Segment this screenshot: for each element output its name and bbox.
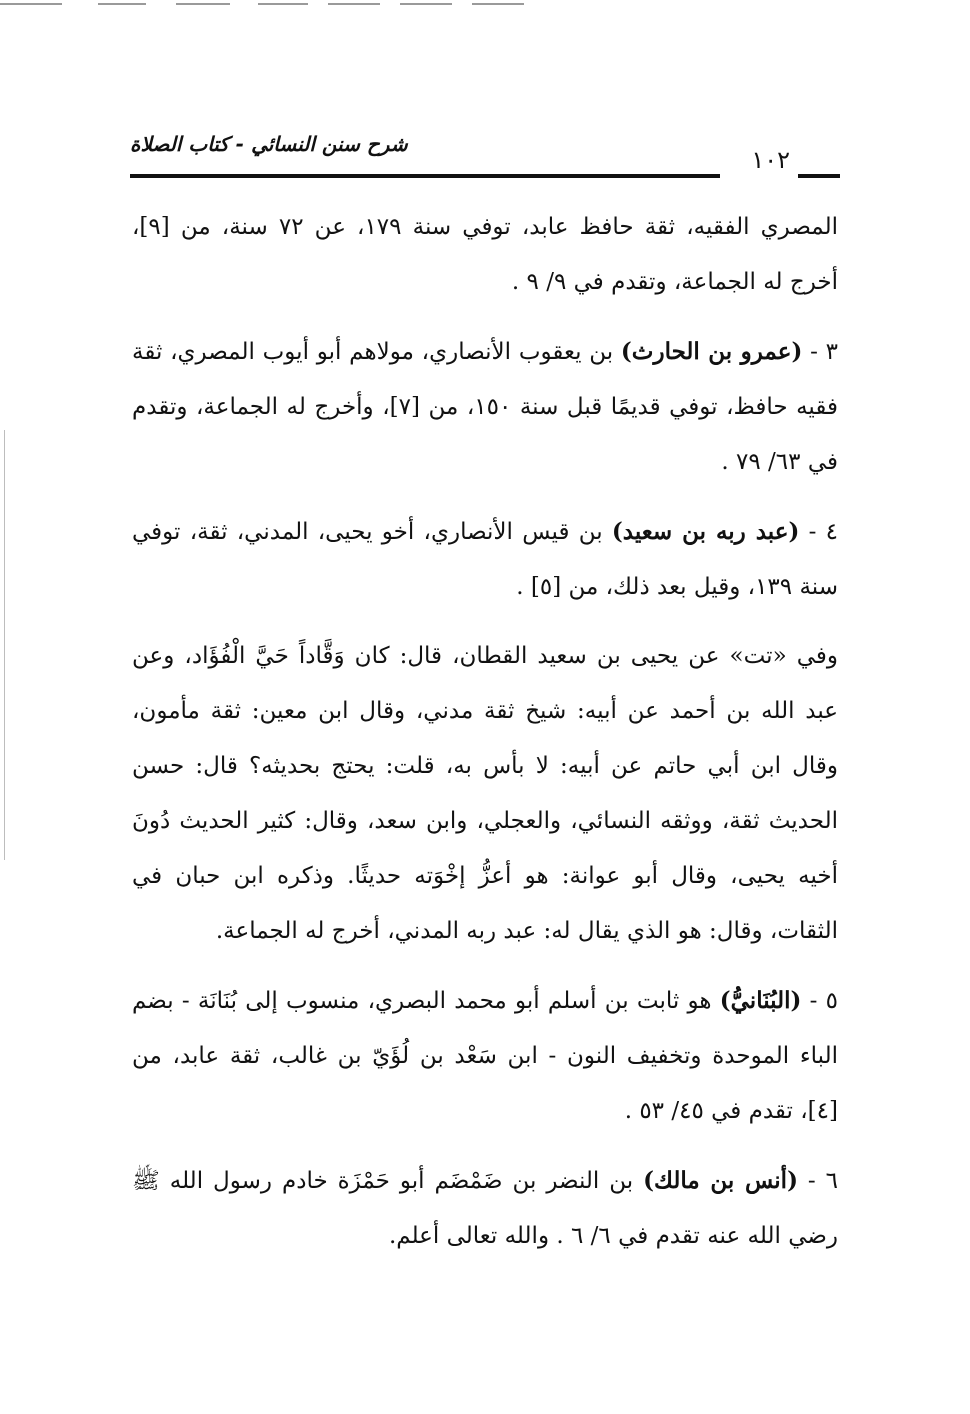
header-rule [130,174,720,178]
narrator-entry [132,973,838,1139]
narrator-name: (أنس بن مالك) [643,1167,798,1194]
narrator-note [132,629,838,959]
narrator-name: (عبد ربه بن سعيد) [611,518,800,545]
paragraph-text: وفي «تت» عن يحيى بن سعيد القطان، قال: كان وَقَّاداً حَيَّ الْفُؤَاد، وعن عبد الله بن أحمد عن أبيه: شيخ ثقة مدني، وقال ابن معين: ثقة مأمون، وقال ابن أبي حاتم عن أبيه: لا بأس به، قلت: يحتج بحديثه؟ قال: حسن الحديث ثقة، ووثقه النسائي، والعجلي، وابن سعد، وقال: كثير الحديث دُونَ أخيه يحيى، وقال أبو عوانة: هو أعزُّ إخْوَته حديثًا. وذكره ابن حبان في الثقات، وقال: هو الذي يقال له: عبد ربه المدني، أخرج له الجماعة. [132,643,838,944]
entry-text: بن قيس الأنصاري، أخو يحيى، المدني، ثقة، توفي سنة ١٣٩، وقيل بعد ذلك، من [٥] . [132,519,838,600]
entry-number: ٦ - [797,1168,838,1194]
running-title: شرح سنن النسائي - كتاب الصلاة [130,132,408,156]
scan-dash [0,3,62,5]
paragraph-continuation [132,200,838,310]
narrator-entry [132,504,838,615]
page-header [130,128,840,188]
entry-text: بن النضر بن ضَمْضَم أبو حَمْزَة خادم رسول الله ﷺ رضي الله عنه تقدم في ٦/ ٦ . والله تعالى أعلم. [132,1168,838,1249]
narrator-entry [132,1153,838,1264]
narrator-name: (عمرو بن الحارث) [620,338,803,365]
page-number: ١٠٢ [751,146,790,174]
entry-number: ٤ - [799,519,838,545]
paragraph-text: المصري الفقيه، ثقة حافظ عابد، توفي سنة ١٧٩، عن ٧٢ سنة، من [٩]، أخرج له الجماعة، وتقدم في ٩/ ٩ . [132,214,838,295]
scan-artifact-lines [0,0,970,10]
scan-dash [98,3,146,5]
scan-dash [400,3,452,5]
scan-dash [176,3,230,5]
page-body [132,200,838,1278]
entry-number: ٥ - [801,988,838,1014]
entry-text: بن يعقوب الأنصاري، مولاهم أبو أيوب المصري، ثقة فقيه حافظ، توفي قديمًا قبل سنة ١٥٠، من [٧]، وأخرج له الجماعة، وتقدم في ٦٣/ ٧٩ . [132,339,838,475]
scan-artifact-edge [4,430,5,860]
header-rule-short [798,174,840,178]
scan-dash [328,3,380,5]
scan-dash [258,3,308,5]
entry-number: ٣ - [802,339,838,365]
scan-dash [472,3,524,5]
narrator-entry [132,324,838,490]
narrator-name: (البُنَانيُّ) [719,987,802,1014]
entry-text: هو ثابت بن أسلم أبو محمد البصري، منسوب إلى بُنَانَة - بضم الباء الموحدة وتخفيف النون - ابن سَعْد بن لُؤَيّ بن غالب، ثقة عابد، من [٤]، تقدم في ٤٥/ ٥٣ . [132,988,838,1124]
